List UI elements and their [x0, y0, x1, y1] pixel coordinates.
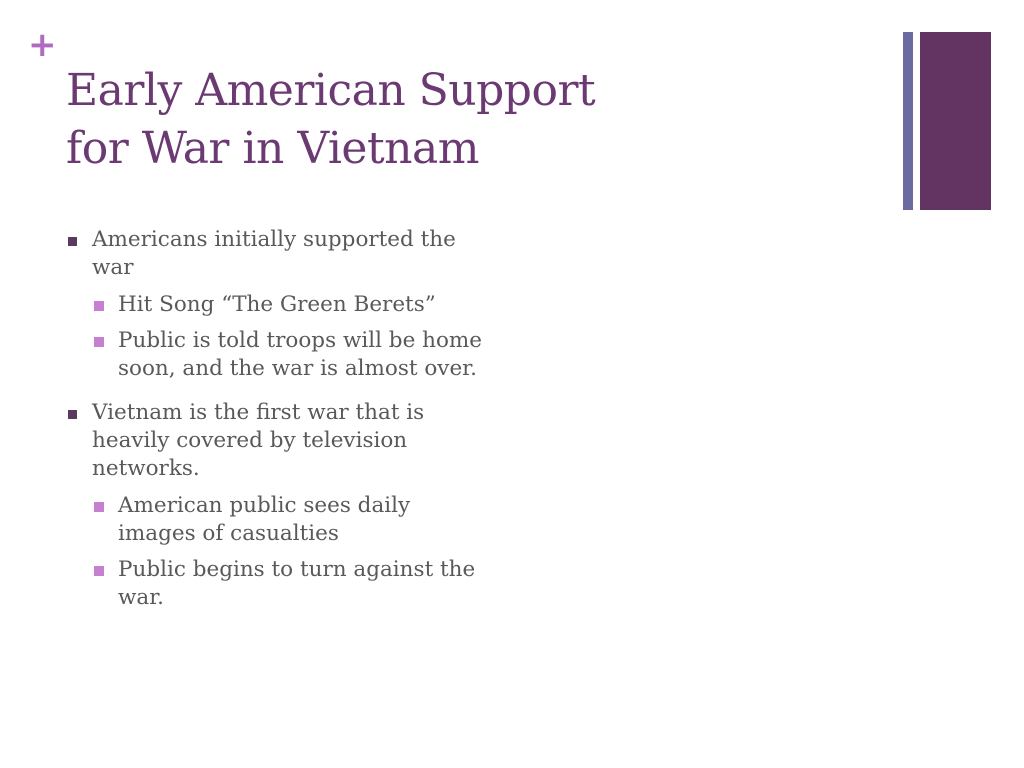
square-bullet-icon [94, 337, 104, 347]
square-bullet-icon [94, 502, 104, 512]
sub-bullet-item [92, 556, 486, 612]
bullet-text: Americans initially supported the war [92, 227, 456, 280]
square-bullet-icon [94, 301, 104, 311]
sub-bullet-item [92, 327, 486, 383]
square-bullet-icon [68, 410, 77, 419]
bullet-text: Vietnam is the first war that is heavily covered by television networks. [92, 400, 425, 481]
decorative-thin-bar [903, 32, 913, 210]
sub-bullet-list [92, 291, 486, 383]
sub-bullet-text: Public is told troops will be home soon, and the war is almost over. [118, 328, 483, 381]
sub-bullet-text: Hit Song “The Green Berets” [118, 292, 436, 317]
plus-icon: + [28, 25, 57, 65]
sub-bullet-text: Public begins to turn against the war. [118, 557, 476, 610]
square-bullet-icon [94, 566, 104, 576]
sub-bullet-item [92, 291, 486, 319]
sub-bullet-text: American public sees daily images of casualties [118, 493, 411, 546]
bullet-item [66, 399, 486, 612]
slide-title [66, 62, 826, 178]
slide-title-line-2: for War in Vietnam [66, 123, 479, 174]
bullet-item [66, 226, 486, 383]
bullet-list [66, 226, 486, 628]
decorative-thick-bar [920, 32, 991, 210]
square-bullet-icon [68, 237, 77, 246]
slide-title-line-1: Early American Support [66, 65, 596, 116]
sub-bullet-item [92, 492, 486, 548]
sub-bullet-list [92, 492, 486, 612]
